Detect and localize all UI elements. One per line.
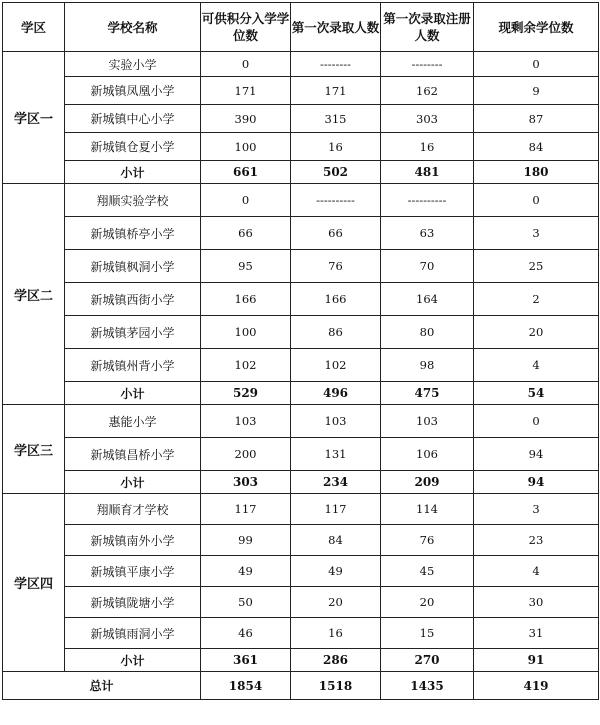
district-name: 学区三	[3, 405, 65, 494]
table-row	[3, 405, 599, 438]
subtotal-row	[3, 382, 599, 405]
cell-registered: 98	[381, 349, 474, 382]
cell-admitted: 66	[291, 217, 381, 250]
cell-registered: 114	[381, 494, 474, 525]
cell-seats: 100	[201, 316, 291, 349]
cell-registered: 162	[381, 77, 474, 105]
district-name: 学区二	[3, 184, 65, 405]
table-row	[3, 525, 599, 556]
subtotal-row	[3, 161, 599, 184]
subtotal-registered: 270	[381, 649, 474, 672]
school-name: 翔顺育才学校	[65, 494, 201, 525]
cell-registered: ----------	[381, 184, 474, 217]
cell-registered: 63	[381, 217, 474, 250]
subtotal-label: 小计	[65, 161, 201, 184]
cell-admitted: 171	[291, 77, 381, 105]
table-row	[3, 587, 599, 618]
subtotal-admitted: 496	[291, 382, 381, 405]
subtotal-admitted: 502	[291, 161, 381, 184]
header-first-admitted: 第一次录取人数	[291, 3, 381, 52]
cell-remaining: 23	[474, 525, 599, 556]
school-name: 新城镇茅园小学	[65, 316, 201, 349]
cell-admitted: 131	[291, 438, 381, 471]
cell-seats: 99	[201, 525, 291, 556]
cell-seats: 66	[201, 217, 291, 250]
cell-registered: 15	[381, 618, 474, 649]
header-district: 学区	[3, 3, 65, 52]
cell-registered: 80	[381, 316, 474, 349]
cell-seats: 46	[201, 618, 291, 649]
school-name: 新城镇枫洞小学	[65, 250, 201, 283]
subtotal-admitted: 234	[291, 471, 381, 494]
cell-seats: 102	[201, 349, 291, 382]
cell-registered: 16	[381, 133, 474, 161]
table-row	[3, 77, 599, 105]
table-row	[3, 438, 599, 471]
cell-registered: 164	[381, 283, 474, 316]
school-name: 新城镇西街小学	[65, 283, 201, 316]
subtotal-registered: 475	[381, 382, 474, 405]
subtotal-remaining: 91	[474, 649, 599, 672]
header-remaining-seats: 现剩余学位数	[474, 3, 599, 52]
subtotal-seats: 661	[201, 161, 291, 184]
cell-seats: 0	[201, 52, 291, 77]
subtotal-seats: 303	[201, 471, 291, 494]
school-name: 新城镇州背小学	[65, 349, 201, 382]
cell-admitted: 166	[291, 283, 381, 316]
subtotal-label: 小计	[65, 382, 201, 405]
subtotal-admitted: 286	[291, 649, 381, 672]
cell-seats: 200	[201, 438, 291, 471]
school-name: 翔顺实验学校	[65, 184, 201, 217]
cell-seats: 50	[201, 587, 291, 618]
cell-seats: 103	[201, 405, 291, 438]
admission-table	[2, 2, 599, 700]
header-first-registered: 第一次录取注册人数	[381, 3, 474, 52]
cell-registered: 303	[381, 105, 474, 133]
cell-seats: 171	[201, 77, 291, 105]
total-seats: 1854	[201, 672, 291, 700]
cell-registered: 103	[381, 405, 474, 438]
cell-remaining: 20	[474, 316, 599, 349]
header-school-name: 学校名称	[65, 3, 201, 52]
school-name: 新城镇桥亭小学	[65, 217, 201, 250]
subtotal-registered: 481	[381, 161, 474, 184]
school-name: 实验小学	[65, 52, 201, 77]
table-row	[3, 618, 599, 649]
cell-seats: 49	[201, 556, 291, 587]
cell-seats: 100	[201, 133, 291, 161]
table-row	[3, 494, 599, 525]
total-registered: 1435	[381, 672, 474, 700]
table-row	[3, 250, 599, 283]
cell-registered: 106	[381, 438, 474, 471]
table-row	[3, 52, 599, 77]
cell-admitted: 76	[291, 250, 381, 283]
table-row	[3, 184, 599, 217]
subtotal-registered: 209	[381, 471, 474, 494]
header-row	[3, 3, 599, 52]
subtotal-seats: 529	[201, 382, 291, 405]
subtotal-remaining: 54	[474, 382, 599, 405]
subtotal-label: 小计	[65, 471, 201, 494]
cell-remaining: 94	[474, 438, 599, 471]
cell-remaining: 3	[474, 217, 599, 250]
cell-remaining: 3	[474, 494, 599, 525]
cell-admitted: 84	[291, 525, 381, 556]
table-row	[3, 105, 599, 133]
cell-registered: --------	[381, 52, 474, 77]
cell-admitted: 315	[291, 105, 381, 133]
cell-admitted: 102	[291, 349, 381, 382]
header-available-seats: 可供积分入学学位数	[201, 3, 291, 52]
cell-admitted: ----------	[291, 184, 381, 217]
subtotal-label: 小计	[65, 649, 201, 672]
cell-admitted: --------	[291, 52, 381, 77]
subtotal-row	[3, 649, 599, 672]
school-name: 新城镇雨洞小学	[65, 618, 201, 649]
cell-remaining: 4	[474, 556, 599, 587]
school-name: 新城镇平康小学	[65, 556, 201, 587]
district-name: 学区一	[3, 52, 65, 184]
cell-registered: 76	[381, 525, 474, 556]
cell-remaining: 0	[474, 405, 599, 438]
cell-remaining: 4	[474, 349, 599, 382]
table-row	[3, 133, 599, 161]
cell-registered: 70	[381, 250, 474, 283]
cell-registered: 45	[381, 556, 474, 587]
cell-remaining: 31	[474, 618, 599, 649]
cell-remaining: 9	[474, 77, 599, 105]
cell-seats: 95	[201, 250, 291, 283]
subtotal-remaining: 94	[474, 471, 599, 494]
total-row	[3, 672, 599, 700]
cell-admitted: 117	[291, 494, 381, 525]
cell-seats: 390	[201, 105, 291, 133]
cell-remaining: 87	[474, 105, 599, 133]
table-row	[3, 556, 599, 587]
school-name: 新城镇中心小学	[65, 105, 201, 133]
cell-seats: 0	[201, 184, 291, 217]
total-remaining: 419	[474, 672, 599, 700]
total-label: 总计	[3, 672, 201, 700]
district-name: 学区四	[3, 494, 65, 672]
school-name: 惠能小学	[65, 405, 201, 438]
table-row	[3, 316, 599, 349]
school-name: 新城镇陇塘小学	[65, 587, 201, 618]
cell-remaining: 0	[474, 184, 599, 217]
cell-admitted: 20	[291, 587, 381, 618]
cell-registered: 20	[381, 587, 474, 618]
cell-admitted: 16	[291, 133, 381, 161]
total-admitted: 1518	[291, 672, 381, 700]
cell-admitted: 49	[291, 556, 381, 587]
school-name: 新城镇南外小学	[65, 525, 201, 556]
table-row	[3, 217, 599, 250]
cell-remaining: 84	[474, 133, 599, 161]
cell-remaining: 30	[474, 587, 599, 618]
cell-seats: 117	[201, 494, 291, 525]
subtotal-row	[3, 471, 599, 494]
school-name: 新城镇仓夏小学	[65, 133, 201, 161]
cell-admitted: 103	[291, 405, 381, 438]
school-name: 新城镇凤凰小学	[65, 77, 201, 105]
table-row	[3, 283, 599, 316]
subtotal-remaining: 180	[474, 161, 599, 184]
cell-admitted: 16	[291, 618, 381, 649]
cell-admitted: 86	[291, 316, 381, 349]
school-name: 新城镇昌桥小学	[65, 438, 201, 471]
cell-remaining: 0	[474, 52, 599, 77]
subtotal-seats: 361	[201, 649, 291, 672]
cell-seats: 166	[201, 283, 291, 316]
cell-remaining: 25	[474, 250, 599, 283]
cell-remaining: 2	[474, 283, 599, 316]
table-row	[3, 349, 599, 382]
